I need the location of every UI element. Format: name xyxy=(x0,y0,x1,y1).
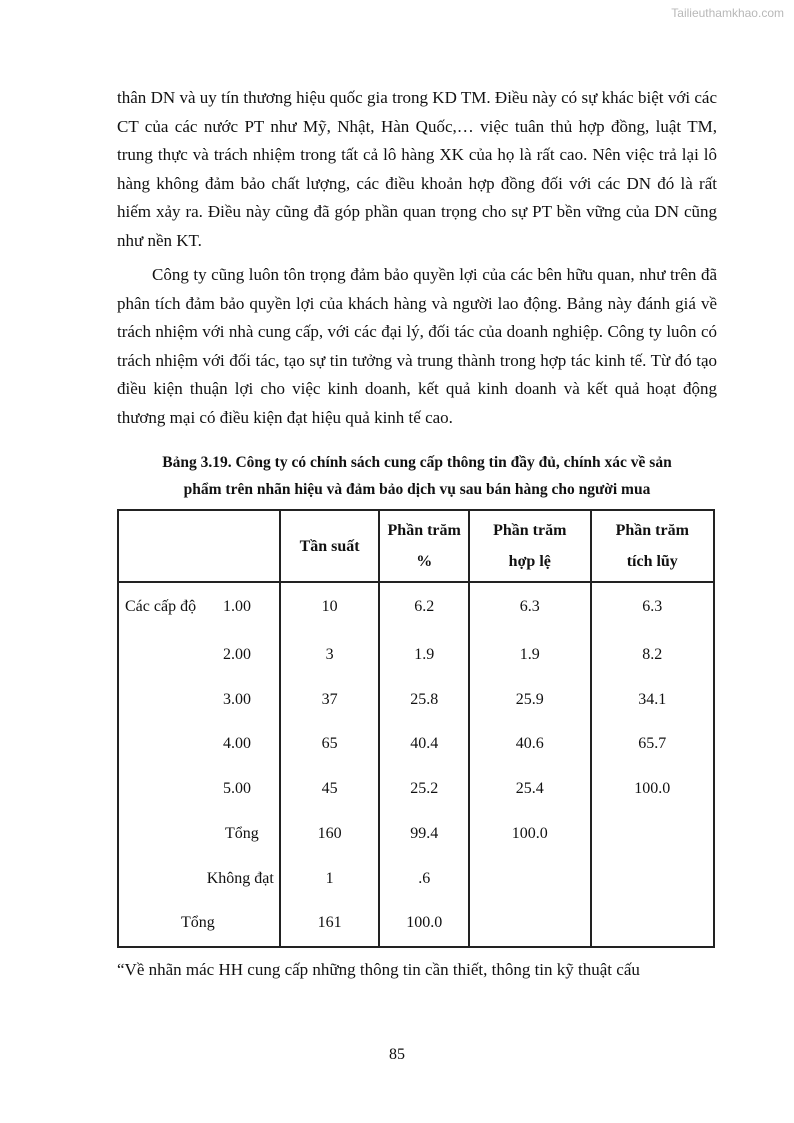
cell-cumulative-percent: 6.3 xyxy=(591,582,714,633)
row-label-cell xyxy=(118,812,280,857)
header-valid-percent xyxy=(469,510,590,582)
page-content xyxy=(117,84,717,984)
cell-percent: 99.4 xyxy=(379,812,469,857)
table-caption-line-1: Bảng 3.19. Công ty có chính sách cung cấp thông tin đầy đủ, chính xác về sản xyxy=(162,454,672,471)
watermark: Tailieuthamkhao.com xyxy=(671,6,784,20)
header-percent-line-2: % xyxy=(416,553,433,570)
cell-valid-percent xyxy=(469,901,590,947)
cell-percent: 40.4 xyxy=(379,722,469,767)
cell-percent: 1.9 xyxy=(379,633,469,678)
cell-percent: 6.2 xyxy=(379,582,469,633)
table-row xyxy=(118,856,714,901)
header-valid-line-1: Phần trăm xyxy=(493,522,567,539)
cell-cumulative-percent: 65.7 xyxy=(591,722,714,767)
cell-percent: .6 xyxy=(379,856,469,901)
header-frequency: Tần suất xyxy=(280,510,380,582)
cell-cumulative-percent: 34.1 xyxy=(591,678,714,723)
row-label: 1.00 xyxy=(223,598,251,615)
row-label: 4.00 xyxy=(223,735,251,753)
cell-frequency: 37 xyxy=(280,678,380,723)
cell-cumulative-percent: 100.0 xyxy=(591,767,714,812)
table-row xyxy=(118,678,714,723)
table-row xyxy=(118,812,714,857)
cell-cumulative-percent xyxy=(591,812,714,857)
cell-frequency: 65 xyxy=(280,722,380,767)
page-number: 85 xyxy=(389,1046,405,1063)
row-label: 5.00 xyxy=(223,780,251,798)
cell-cumulative-percent xyxy=(591,856,714,901)
cell-valid-percent: 40.6 xyxy=(469,722,590,767)
row-label-cell xyxy=(118,856,280,901)
row-label: Không đạt xyxy=(206,869,274,887)
cell-valid-percent: 6.3 xyxy=(469,582,590,633)
row-label-cell xyxy=(118,633,280,678)
cell-cumulative-percent: 8.2 xyxy=(591,633,714,678)
header-percent xyxy=(379,510,469,582)
table-row xyxy=(118,901,714,947)
cell-percent: 25.8 xyxy=(379,678,469,723)
table-row xyxy=(118,767,714,812)
table-row xyxy=(118,722,714,767)
cell-percent: 100.0 xyxy=(379,901,469,947)
table-row xyxy=(118,633,714,678)
row-label-cell xyxy=(118,582,280,633)
group-label: Các cấp độ xyxy=(125,598,197,615)
cell-frequency: 45 xyxy=(280,767,380,812)
cell-valid-percent: 25.4 xyxy=(469,767,590,812)
header-cum-line-2: tích lũy xyxy=(626,553,678,570)
cell-valid-percent: 1.9 xyxy=(469,633,590,678)
row-label-cell xyxy=(118,767,280,812)
header-cumulative-percent xyxy=(591,510,714,582)
row-label: 2.00 xyxy=(223,646,251,664)
cell-frequency: 161 xyxy=(280,901,380,947)
row-label: 3.00 xyxy=(223,690,251,708)
cell-frequency: 3 xyxy=(280,633,380,678)
table-row xyxy=(118,582,714,633)
table-caption xyxy=(117,449,717,503)
frequency-table xyxy=(117,509,715,948)
cell-frequency: 1 xyxy=(280,856,380,901)
header-valid-line-2: hợp lệ xyxy=(508,553,551,570)
cell-frequency: 10 xyxy=(280,582,380,633)
cell-valid-percent xyxy=(469,856,590,901)
paragraph-1: thân DN và uy tín thương hiệu quốc gia trong KD TM. Điều này có sự khác biệt với các CT của các nước PT như Mỹ, Nhật, Hàn Quốc,… việc tuân thủ hợp đồng, luật TM, trung thực và trách nhiệm trong tất cả lô hàng XK của họ là rất cao. Nên việc trả lại lô hàng không đảm bảo chất lượng, các điều khoản hợp đồng đối với các DN đó là rất hiếm xảy ra. Điều này cũng đã góp phần quan trọng cho sự PT bền vững của DN cũng như nền KT. xyxy=(117,88,717,250)
row-label-cell xyxy=(118,722,280,767)
table-caption-line-2: phẩm trên nhãn hiệu và đảm bảo dịch vụ sau bán hàng cho người mua xyxy=(183,481,651,498)
cell-percent: 25.2 xyxy=(379,767,469,812)
cell-valid-percent: 25.9 xyxy=(469,678,590,723)
row-label: Tổng xyxy=(225,824,259,842)
header-cum-line-1: Phần trăm xyxy=(615,522,689,539)
paragraph-after-table: “Về nhãn mác HH cung cấp những thông tin cần thiết, thông tin kỹ thuật cấu xyxy=(117,959,640,979)
cell-cumulative-percent xyxy=(591,901,714,947)
table-header-row xyxy=(118,510,714,582)
cell-valid-percent: 100.0 xyxy=(469,812,590,857)
row-label-cell xyxy=(118,901,280,947)
row-label-cell xyxy=(118,678,280,723)
header-percent-line-1: Phần trăm xyxy=(387,522,461,539)
paragraph-2: Công ty cũng luôn tôn trọng đảm bảo quyền lợi của các bên hữu quan, như trên đã phân tích đảm bảo quyền lợi của khách hàng và người lao động. Bảng này đánh giá về trách nhiệm với nhà cung cấp, với các đại lý, đối tác của doanh nghiệp. Công ty luôn có trách nhiệm với đối tác, tạo sự tin tưởng và trung thành trong hợp tác kinh tế. Từ đó tạo điều kiện thuận lợi cho việc kinh doanh, kết quả kinh doanh và kết quả hoạt động thương mại có điều kiện đạt hiệu quả kinh tế cao. xyxy=(117,265,717,427)
header-empty xyxy=(118,510,280,582)
row-label: Tổng xyxy=(181,914,215,932)
cell-frequency: 160 xyxy=(280,812,380,857)
